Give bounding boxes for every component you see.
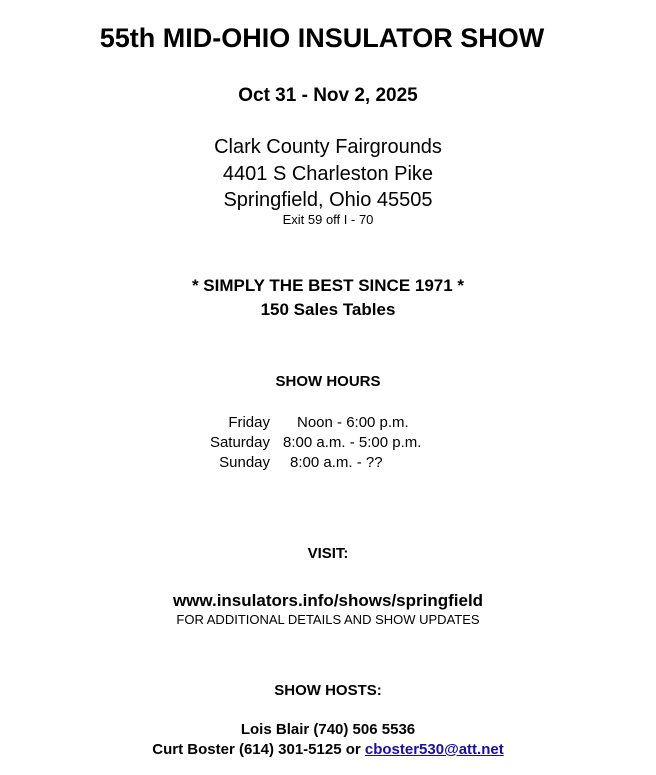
venue-name: Clark County Fairgrounds [214,136,442,158]
hours-day: Saturday [209,434,270,451]
hours-day: Friday [228,414,270,431]
venue-city: Springfield, Ohio 45505 [223,189,433,211]
page-title: 55th MID-OHIO INSULATOR SHOW [99,23,545,53]
venue-street: 4401 S Charleston Pike [222,163,434,185]
show-hosts-heading: SHOW HOSTS: [274,682,382,699]
hours-time: Noon - 6:00 p.m. [297,414,409,431]
hours-time: 8:00 a.m. - ?? [290,454,383,471]
visit-heading: VISIT: [307,545,349,562]
show-hours-heading: SHOW HOURS [275,373,381,390]
sales-tables: 150 Sales Tables [260,300,396,319]
slogan: * SIMPLY THE BEST SINCE 1971 * [191,276,465,295]
host-lois-blair: Lois Blair (740) 506 5536 [240,721,416,738]
email-link[interactable]: cboster530@att.net [364,741,504,758]
website-url: www.insulators.info/shows/springfield [172,591,484,610]
details-note: FOR ADDITIONAL DETAILS AND SHOW UPDATES [176,612,480,627]
host-curt-boster [0,742,656,757]
hours-day: Sunday [219,454,270,471]
venue-exit: Exit 59 off I - 70 [282,212,374,227]
hours-time: 8:00 a.m. - 5:00 p.m. [283,434,422,451]
show-dates: Oct 31 - Nov 2, 2025 [238,85,418,106]
host-curt-boster-phone: Curt Boster (614) 301-5125 or [152,741,365,758]
